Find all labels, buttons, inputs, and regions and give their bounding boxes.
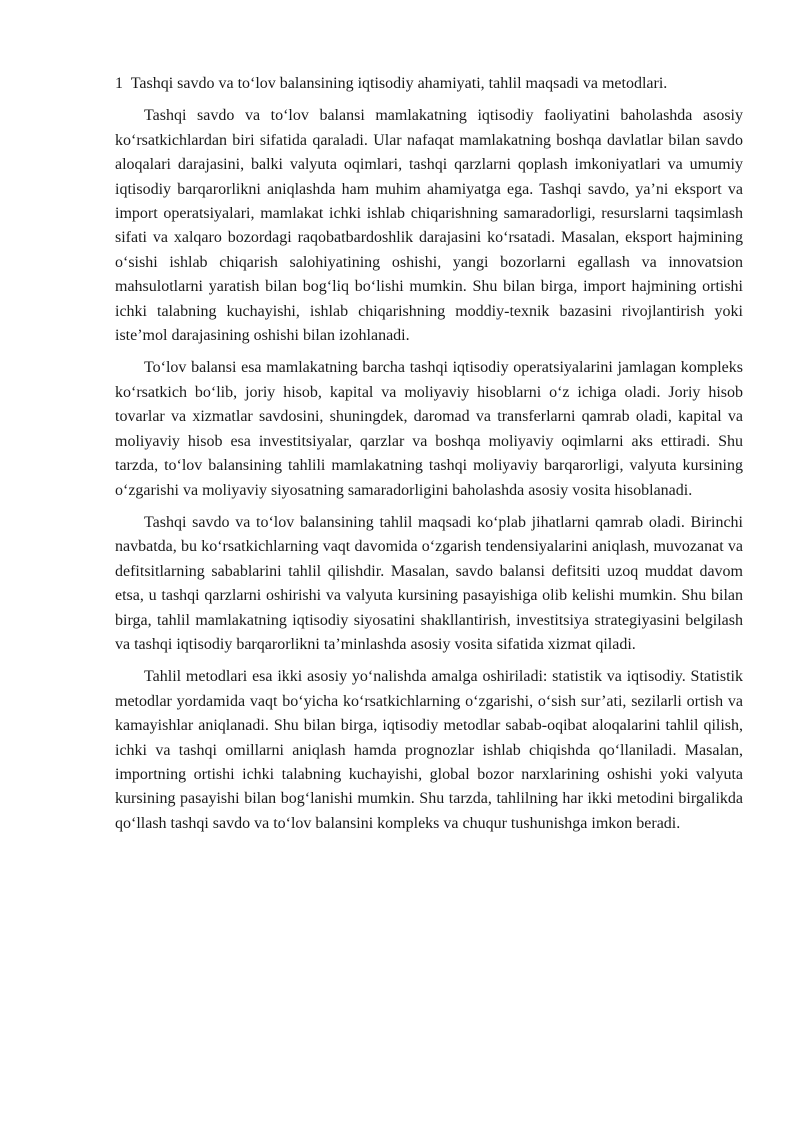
paragraph-4: Tahlil metodlari esa ikki asosiy yo‘nalishda amalga oshiriladi: statistik va iqtisodiy. Statistik metodlar yordamida vaqt bo‘yicha ko‘rsatkichlarning o‘zgarishi, o‘sish sur’ati, sezilarli ortish va kamayishlar aniqlanadi. Shu bilan birga, iqtisodiy metodlar sabab-oqibat aloqalarini tahlil qilish, ichki va tashqi omillarni aniqlash hamda prognozlar ishlab chiqishda qo‘llaniladi. Masalan, importning ortishi ichki talabning kuchayishi, global bozor narxlarining oshishi yoki valyuta kursining pasayishi bilan bog‘lanishi mumkin. Shu tarzda, tahlilning har ikki metodini birgalikda qo‘llash tashqi savdo va to‘lov balansini kompleks va chuqur tushunishga imkon beradi. bbox=[115, 668, 743, 832]
paragraph-3: Tashqi savdo va to‘lov balansining tahlil maqsadi ko‘plab jihatlarni qamrab oladi. Birinchi navbatda, bu ko‘rsatkichlarning vaqt davomida o‘zgarish tendensiyalarini aniqlash, muvozanat va defitsitlarning sabablarini tahlil qilishdir. Masalan, savdo balansi defitsiti uzoq muddat davom etsa, u tashqi qarzlarni oshirishi va valyuta kursining pasayishiga olib kelishi mumkin. Shu bilan birga, tahlil mamlakatning iqtisodiy siyosatini shakllantirish, investitsiya strategiyasini belgilash va tashqi iqtisodiy barqarorlikni ta’minlashda asosiy vosita sifatida xizmat qiladi. bbox=[115, 513, 743, 653]
section-title: Tashqi savdo va to‘lov balansining iqtisodiy ahamiyati, tahlil maqsadi va metodlari. bbox=[130, 75, 668, 92]
section-heading bbox=[115, 72, 743, 96]
paragraph-2: To‘lov balansi esa mamlakatning barcha tashqi iqtisodiy operatsiyalarini jamlagan kompleks ko‘rsatkich bo‘lib, joriy hisob, kapital va moliyaviy hisoblarni o‘z ichiga oladi. Joriy hisob tovarlar va xizmatlar savdosini, shuningdek, daromad va transferlarni qamrab oladi, kapital va moliyaviy hisob esa investitsiyalar, qarzlar va boshqa moliyaviy oqimlarni aks ettiradi. Shu tarzda, to‘lov balansining tahlili mamlakatning tashqi moliyaviy barqarorligi, valyuta kursining o‘zgarishi va moliyaviy siyosatning samaradorligini baholashda asosiy vosita hisoblanadi. bbox=[115, 359, 743, 499]
section-number: 1 bbox=[115, 75, 123, 92]
paragraph-1: Tashqi savdo va to‘lov balansi mamlakatning iqtisodiy faoliyatini baholashda asosiy ko‘rsatkichlardan biri sifatida qaraladi. Ular nafaqat mamlakatning boshqa davlatlar bilan savdo aloqalari darajasini, balki valyuta oqimlari, tashqi qarzlarni qoplash imkoniyatlari va umumiy iqtisodiy barqarorlikni aniqlashda ham muhim ahamiyatga ega. Tashqi savdo, ya’ni eksport va import operatsiyalari, mamlakat ichki ishlab chiqarishning samaradorligi, resurslarni taqsimlash sifati va xalqaro bozordagi raqobatbardoshlik darajasini ko‘rsatadi. Masalan, eksport hajmining o‘sishi ishlab chiqarish salohiyatining oshishi, yangi bozorlarni egallash va innovatsion mahsulotlarni yaratish bilan bog‘liq bo‘lishi mumkin. Shu bilan birga, import hajmining ortishi ichki talabning kuchayishi, ishlab chiqarishning moddiy-texnik bazasini rivojlantirish yoki iste’mol darajasining oshishi bilan izohlanadi. bbox=[115, 107, 743, 345]
